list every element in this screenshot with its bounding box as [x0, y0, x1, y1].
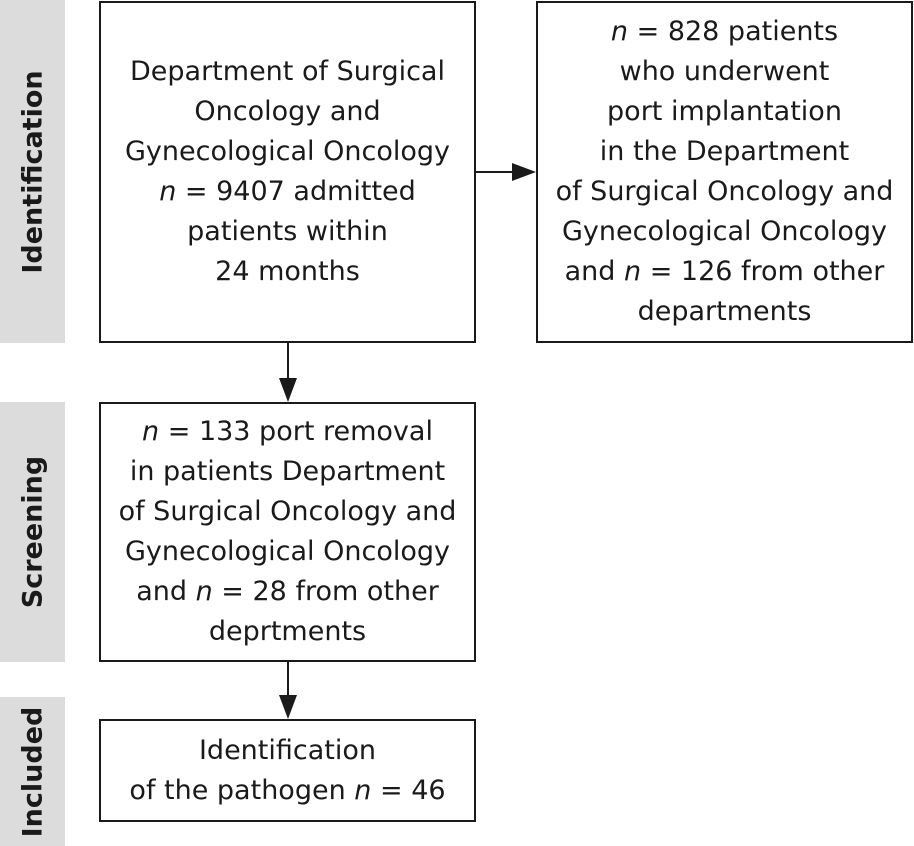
admitted-line-4-run-2: = 9407 admitted [176, 176, 416, 207]
removal-line-1-run-1: n [142, 416, 160, 447]
implanted-line-7-run-2: n [624, 256, 642, 287]
implanted-line-1-run-1: n [610, 16, 629, 47]
admitted-line-1-run-1: Department of Surgical [130, 56, 445, 87]
implanted-line-7-run-1: and [564, 256, 624, 287]
admitted-line-5-run-1: patients within [187, 216, 388, 247]
admitted-line-4-run-1: n [159, 176, 177, 207]
pathogen-line-2-run-3: = 46 [371, 774, 446, 806]
pathogen-line-2-run-1: of the pathogen [129, 774, 355, 806]
arrow-removal-to-pathogen-head [279, 695, 297, 719]
implanted-line-2-run-1: who underwent [619, 56, 830, 87]
implanted-line-1-run-2: = 828 patients [628, 16, 839, 47]
implanted-line-8-run-1: departments [637, 296, 812, 327]
stage-label-identification: Identification [17, 69, 48, 274]
removal-line-6-run-1: deprtments [208, 616, 367, 647]
removal-line-5-run-1: and [136, 576, 196, 607]
implanted-line-5-run-1: of Surgical Oncology and [555, 176, 894, 207]
pathogen-line-1-run-1: Identification [198, 734, 376, 766]
implanted-line-4-run-1: in the Department [599, 136, 850, 167]
removal-line-1-run-2: = 133 port removal [159, 416, 433, 447]
pathogen-line-2-run-2: n [354, 774, 372, 806]
removal-line-2-run-1: in patients Department [129, 456, 446, 487]
implanted-line-3-run-1: port implantation [607, 96, 842, 127]
stage-label-included: Included [17, 706, 48, 837]
admitted-line-3-run-1: Gynecological Oncology [125, 136, 450, 167]
arrow-admitted-to-implanted-head [512, 163, 536, 181]
admitted-line-6-run-1: 24 months [215, 256, 360, 287]
removal-line-4-run-1: Gynecological Oncology [125, 536, 450, 567]
stage-label-screening: Screening [17, 455, 48, 609]
removal-line-5-run-3: = 28 from other [212, 576, 439, 607]
removal-line-5-run-2: n [195, 576, 213, 607]
removal-line-3-run-1: of Surgical Oncology and [118, 496, 457, 527]
arrow-admitted-to-removal-head [279, 378, 297, 402]
admitted-line-2-run-1: Oncology and [194, 96, 381, 127]
implanted-line-6-run-1: Gynecological Oncology [562, 216, 887, 247]
implanted-line-7-run-3: = 126 from other [641, 256, 885, 287]
